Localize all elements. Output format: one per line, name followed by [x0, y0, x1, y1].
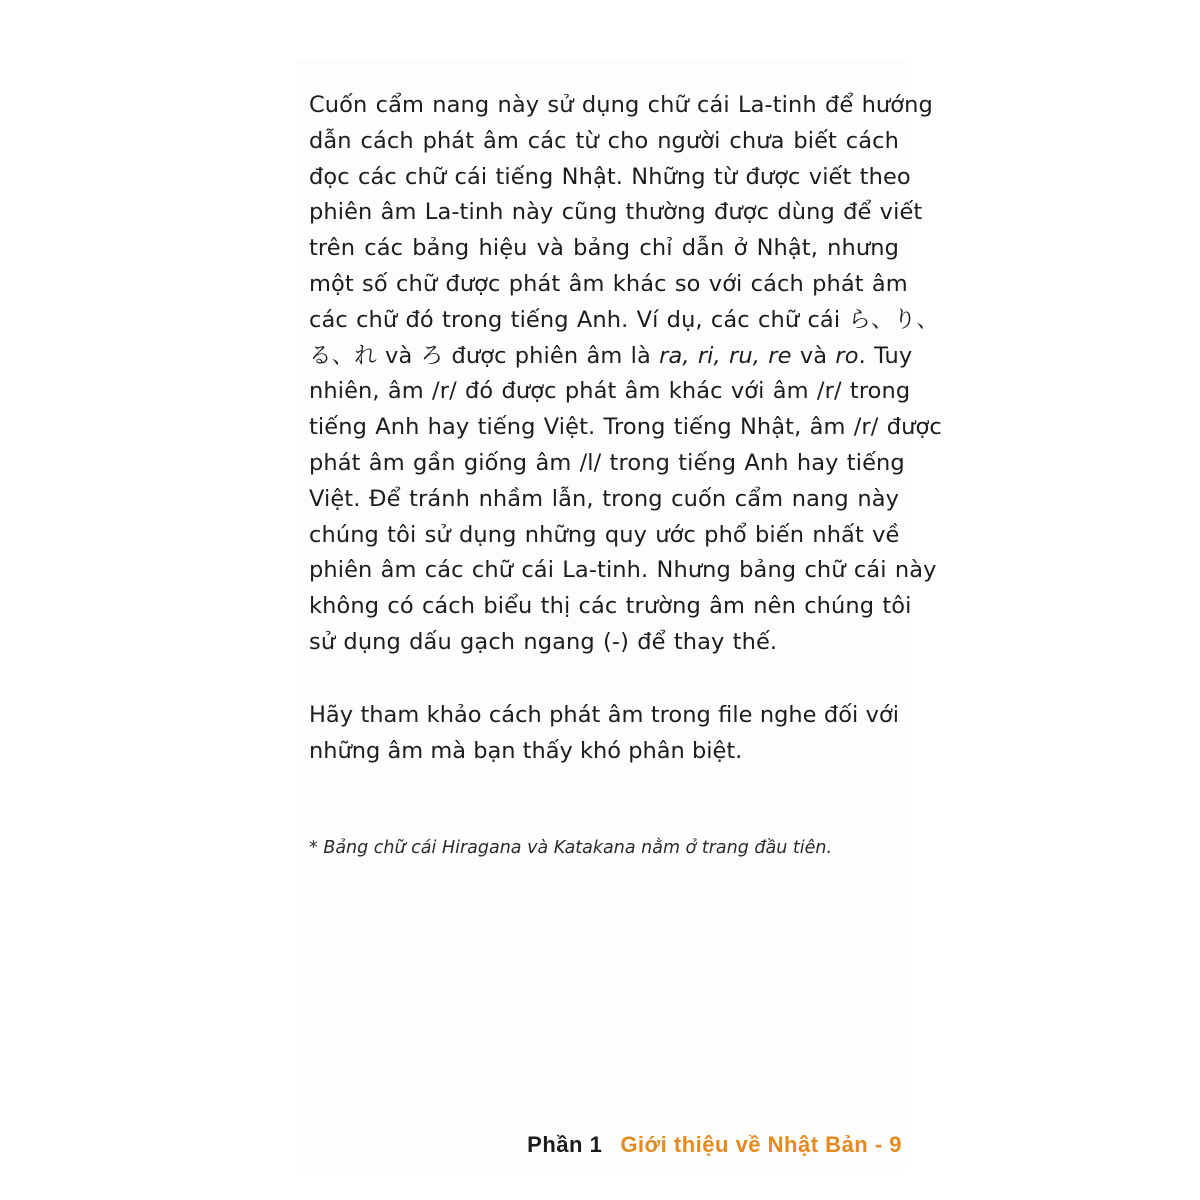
text-line: những âm mà bạn thấy khó phân biệt.: [309, 737, 743, 764]
romaji-example-ro: ro: [835, 342, 859, 369]
text-line: đọc các chữ cái tiếng Nhật. Những từ được viết theo: [309, 163, 911, 190]
text-segment: . Tuy: [858, 342, 913, 369]
text-line: phiên âm La-tinh này cũng thường được dùng để viết: [309, 199, 923, 226]
text-line: chúng tôi sử dụng những quy ước phổ biến nhất về: [309, 521, 900, 548]
text-line: một số chữ được phát âm khác so với cách phát âm: [309, 270, 908, 297]
footnote: * Bảng chữ cái Hiragana và Katakana nằm ở trang đầu tiên.: [309, 838, 833, 858]
text-line: Hãy tham khảo cách phát âm trong file nghe đối với: [309, 702, 899, 728]
text-line: phát âm gần giống âm /l/ trong tiếng Anh hay tiếng: [309, 449, 905, 476]
footer-part-label: Phần 1: [527, 1132, 603, 1157]
text-line: trên các bảng hiệu và bảng chỉ dẫn ở Nhật, nhưng: [309, 235, 899, 262]
text-line: không có cách biểu thị các trường âm nên chúng tôi: [309, 593, 912, 620]
text-line: tiếng Anh hay tiếng Việt. Trong tiếng Nhật, âm /r/ được: [309, 414, 942, 441]
text-line: Cuốn cẩm nang này sử dụng chữ cái La-tinh để hướng: [309, 92, 933, 118]
footer-section-title: Giới thiệu về Nhật Bản - 9: [620, 1132, 902, 1157]
text-segment: る、れ và ろ được phiên âm là: [309, 342, 660, 369]
text-line: dẫn cách phát âm các từ cho người chưa biết cách: [309, 127, 899, 154]
romaji-examples: ra, ri, ru, re: [659, 342, 792, 369]
text-line: phiên âm các chữ cái La-tinh. Nhưng bảng chữ cái này: [309, 557, 937, 584]
text-line: các chữ đó trong tiếng Anh. Ví dụ, các chữ cái ら、り、: [309, 306, 939, 333]
paragraph-2: [309, 698, 899, 770]
text-line-romaji-example: [309, 339, 913, 375]
text-segment: và: [791, 342, 836, 369]
text-line: Việt. Để tránh nhầm lẫn, trong cuốn cẩm nang này: [309, 485, 899, 512]
text-line: nhiên, âm /r/ đó được phát âm khác với âm /r/ trong: [309, 378, 911, 405]
paragraph-1: [309, 88, 942, 661]
text-line: sử dụng dấu gạch ngang (-) để thay thế.: [309, 628, 778, 655]
page-footer: [527, 1130, 902, 1160]
